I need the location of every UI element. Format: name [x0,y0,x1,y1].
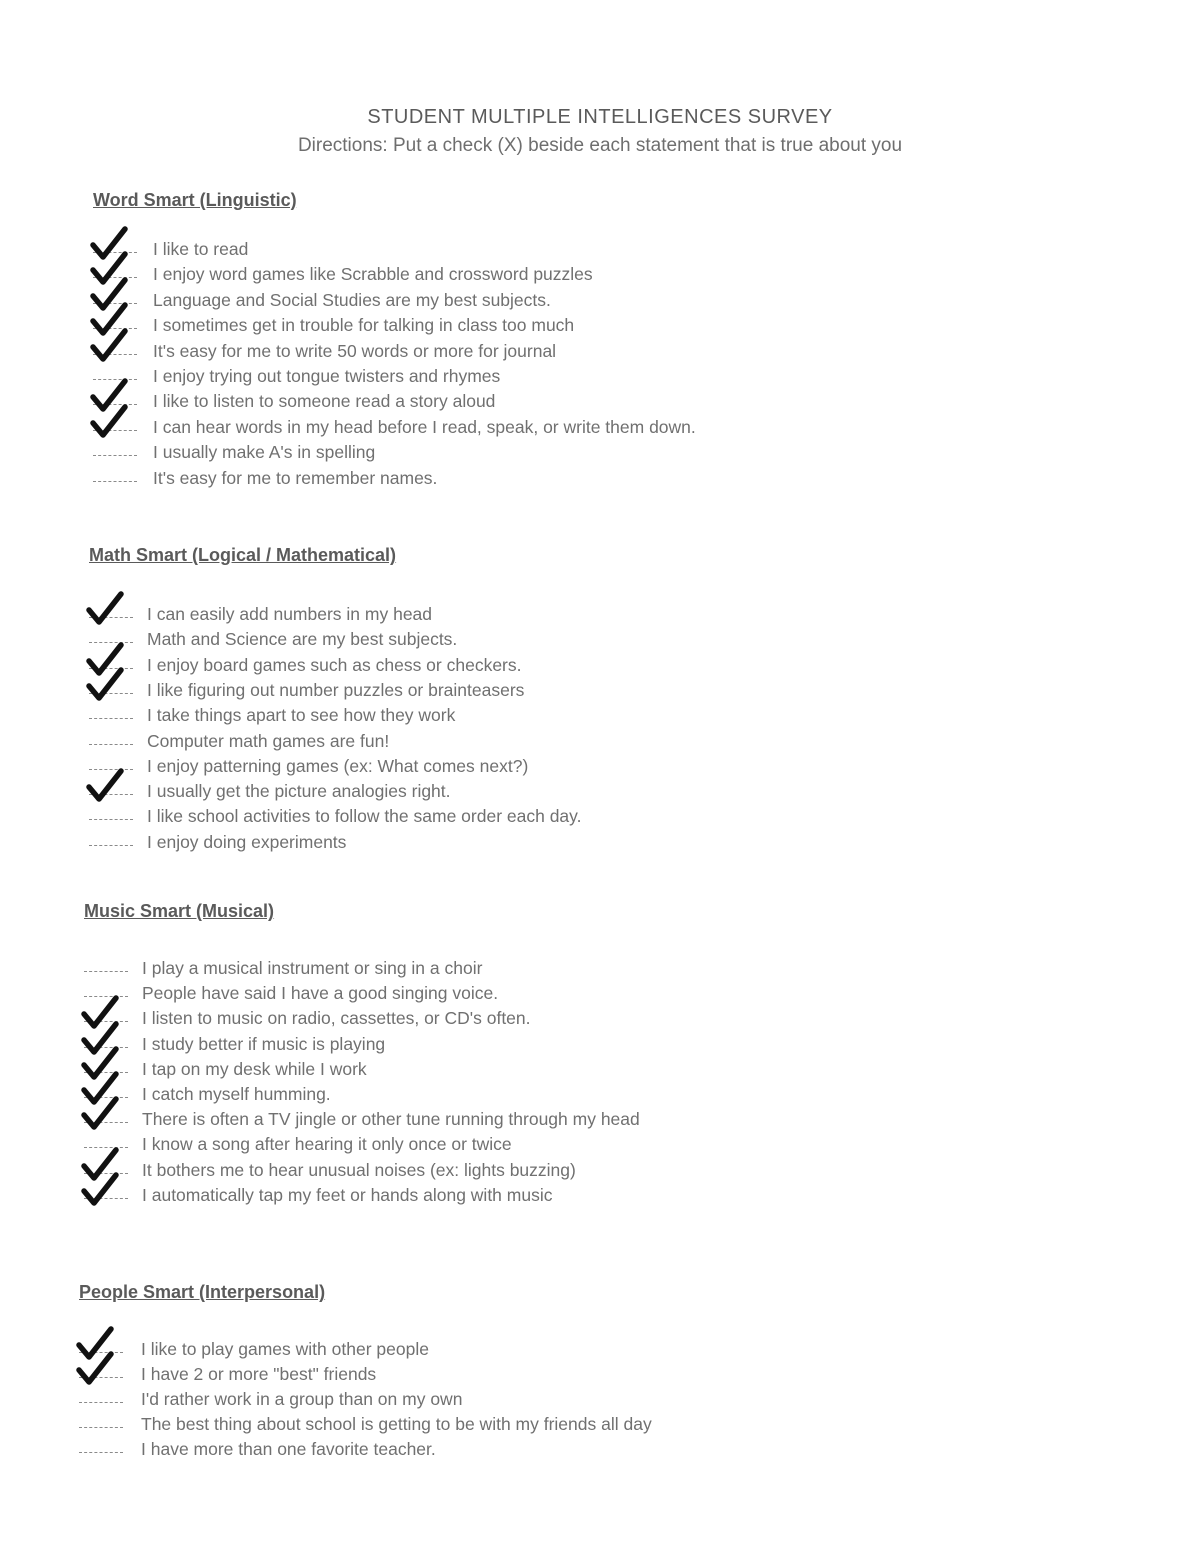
answer-blank[interactable] [89,845,133,846]
statement-text: I like figuring out number puzzles or brainteasers [147,679,525,700]
section-heading: Music Smart (Musical) [84,901,275,921]
answer-blank[interactable] [79,1402,123,1403]
survey-title: STUDENT MULTIPLE INTELLIGENCES SURVEY [367,106,833,128]
statement-text: I know a song after hearing it only once or twice [142,1134,512,1155]
statement-text: I like to play games with other people [141,1339,429,1359]
statement-text: I like school activities to follow the same order each day. [147,806,582,827]
answer-blank[interactable] [93,481,137,482]
statement-text: It's easy for me to write 50 words or more for journal [153,340,557,361]
statement-text: I enjoy patterning games (ex: What comes next?) [147,755,529,776]
statement-text: It's easy for me to remember names. [153,467,438,488]
statement-text: I like to read [153,239,249,259]
statement-text: I can hear words in my head before I read, speak, or write them down. [153,416,696,437]
answer-blank[interactable] [89,718,133,719]
statement-text: People have said I have a good singing voice. [142,983,499,1004]
statement-text: Language and Social Studies are my best subjects. [153,289,551,310]
statement-text: The best thing about school is getting to be with my friends all day [141,1414,652,1434]
statement-text: I sometimes get in trouble for talking in class too much [153,315,575,336]
statement-text: I automatically tap my feet or hands along with music [142,1184,553,1205]
statement-text: I enjoy trying out tongue twisters and rhymes [153,366,501,386]
answer-blank[interactable] [79,1452,123,1453]
statement-text: I have 2 or more "best" friends [141,1364,377,1384]
statement-text: I tap on my desk while I work [142,1058,367,1079]
statement-text: It bothers me to hear unusual noises (ex: lights buzzing) [142,1159,576,1180]
checkmark-icon [75,1351,115,1387]
statement-text: I take things apart to see how they work [147,705,456,726]
statement-text: I can easily add numbers in my head [147,604,433,624]
statement-text: Math and Science are my best subjects. [147,629,458,650]
statement-text: I'd rather work in a group than on my own [141,1389,463,1409]
checkmark-icon [80,1096,120,1132]
checkmark-icon [89,328,129,364]
statement-text: I usually get the picture analogies right. [147,781,451,802]
statement-text: I have more than one favorite teacher. [141,1439,436,1459]
checkmark-icon [85,667,125,703]
statement-text: I play a musical instrument or sing in a choir [142,958,483,978]
statement-text: I enjoy doing experiments [147,831,347,852]
answer-blank[interactable] [89,819,133,820]
statement-text: I catch myself humming. [142,1084,331,1104]
statement-text: I usually make A's in spelling [153,442,376,463]
checkmark-icon [80,1172,120,1208]
statement-text: I listen to music on radio, cassettes, or CD's often. [142,1008,531,1029]
statement-text: I like to listen to someone read a story aloud [153,391,496,412]
answer-blank[interactable] [93,455,137,456]
section-heading: Math Smart (Logical / Mathematical) [89,545,397,565]
section-heading: Word Smart (Linguistic) [93,190,297,210]
answer-blank[interactable] [84,971,128,972]
statement-text: Computer math games are fun! [147,730,390,751]
answer-blank[interactable] [79,1427,123,1428]
statement-text: I study better if music is playing [142,1033,386,1054]
checkmark-icon [85,591,125,627]
statement-text: There is often a TV jingle or other tune running through my head [142,1109,640,1130]
section-heading: People Smart (Interpersonal) [79,1282,326,1302]
statement-text: I enjoy board games such as chess or checkers. [147,654,522,675]
checkmark-icon [85,768,125,804]
survey-directions: Directions: Put a check (X) beside each statement that is true about you [297,135,903,156]
checkmark-icon [89,404,129,440]
statement-text: I enjoy word games like Scrabble and crossword puzzles [153,264,593,285]
answer-blank[interactable] [89,744,133,745]
